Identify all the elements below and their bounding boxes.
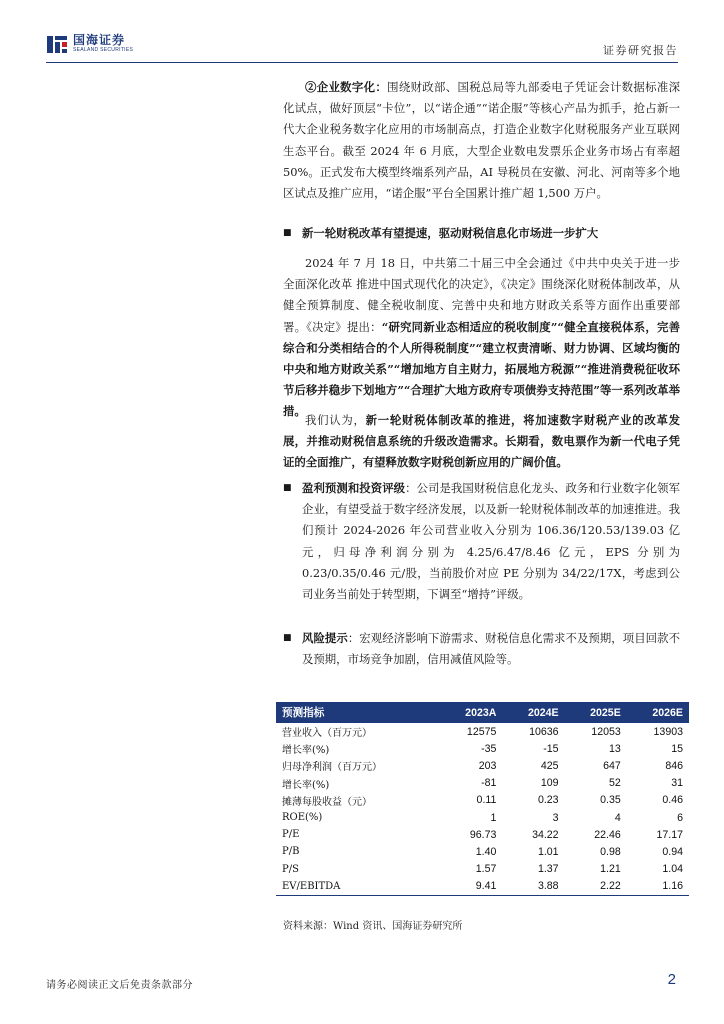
table-cell: 增长率(%): [282, 745, 330, 757]
table-cell: 34.22: [532, 828, 559, 841]
table-cell: 1.04: [662, 863, 683, 876]
table-row: [276, 809, 689, 826]
table-row: [276, 757, 689, 774]
table-row: [276, 878, 689, 896]
table-cell: 9.41: [439, 878, 502, 896]
table-source-note: 资料来源：Wind 资讯、国海证券研究所: [283, 921, 463, 932]
table-cell: P/B: [282, 846, 300, 858]
logo-mark-icon: [46, 33, 68, 55]
table-row: [276, 723, 689, 740]
table-row: [276, 775, 689, 792]
table-cell: 摊薄每股收益（元）: [282, 796, 372, 808]
page-number: 2: [667, 971, 676, 988]
square-bullet-icon: ■: [283, 483, 292, 493]
section-risk: [283, 628, 680, 670]
table-cell: 0.98: [600, 845, 621, 858]
table-cell: 15: [671, 742, 683, 755]
company-logo: [46, 30, 133, 58]
section-view: [283, 410, 680, 474]
table-cell: 0.35: [600, 794, 621, 807]
table-cell: -35: [481, 742, 497, 755]
table-cell: 1.01: [537, 845, 559, 858]
table-row: [276, 843, 689, 860]
table-header-row: [276, 702, 689, 723]
table-cell: -81: [481, 777, 497, 790]
reform-text: 2024 年 7 月 18 日，中共第二十届三中全会通过《中共中央关于进一步全面深化改革 推进中国式现代化的决定》，《决定》围绕深化财税体制改革，从健全预算制度、健全税收制度、完善中央和地方财政关系等方面作出重要部署。《决定》提出：: [283, 256, 680, 334]
section-forecast: [283, 478, 680, 605]
table-header-cell: 2026E: [627, 702, 689, 723]
table-cell: 13903: [653, 725, 683, 738]
table-cell: 0.23: [537, 794, 559, 807]
view-bold-text: 新一轮财税体制改革的推进，将加速数字财税产业的改革发展，并推动财税信息系统的升级改造需求。长期看，数电票作为新一代电子凭证的全面推广，有望释放数字财税创新应用的广阔价值。: [283, 413, 680, 470]
reform-bold-text: “研究同新业态相适应的税收制度”“健全直接税体系，完善综合和分类相结合的个人所得税制度”“建立权责清晰、财力协调、区域均衡的中央和地方财政关系”“增加地方自主财力，拓展地方税源”“推进消费税征收环节后移并稳步下划地方”“合理扩大地方政府专项债券支持范围”等一系列改革举措。: [283, 319, 680, 419]
square-bullet-icon: ■: [283, 228, 292, 238]
reform-heading: 新一轮财税改革有望提速，驱动财税信息化市场进一步扩大: [302, 226, 599, 240]
table-cell: 13: [608, 742, 621, 755]
section-reform-body: [283, 253, 680, 423]
table-cell: 增长率(%): [282, 779, 330, 791]
table-cell: 1.40: [475, 845, 497, 858]
table-row: [276, 740, 689, 757]
forecast-text: ：公司是我国财税信息化龙头、政务和行业数字化领军企业，有望受益于数字经济发展，以及新一轮财税体制改革的加速推进。我们预计 2024-2026 年公司营业收入分别为 106.36/120.53/139.03 亿元，归母净利润分别为 4.25/6.47/8.46 亿元，EPS 分别为 0.23/0.35/0.46 元/股，当前股价对应 PE 分别为 34/22/17X，考虑到公司业务当前处于转型期，下调至“增持”评级。: [302, 481, 680, 602]
logo-name-en: SEALAND SECURITIES: [73, 47, 134, 53]
table-cell: 31: [671, 777, 683, 790]
table-cell: 1.57: [475, 863, 497, 876]
table-row: [276, 792, 689, 809]
table-cell: 1.21: [600, 863, 621, 876]
forecast-table: [276, 702, 689, 896]
section-heading-reform: [283, 223, 680, 244]
table-cell: 营业收入（百万元）: [282, 728, 372, 740]
table-cell: 1.37: [537, 863, 559, 876]
table-cell: 3: [552, 811, 559, 824]
logo-name-cn: 国海证券: [73, 33, 126, 47]
table-cell: 0.46: [662, 794, 683, 807]
table-header-cell: 2024E: [502, 702, 564, 723]
page-header: [46, 30, 678, 60]
table-cell: 6: [677, 811, 683, 824]
table-cell: 1: [490, 811, 497, 824]
table-cell: EV/EBITDA: [276, 878, 439, 896]
table-cell: P/E: [282, 829, 300, 841]
table-cell: 96.73: [469, 828, 497, 841]
table-header-cell: 2025E: [565, 702, 627, 723]
table-cell: 647: [603, 759, 621, 772]
table-cell: P/S: [282, 863, 299, 875]
table-cell: 0.94: [662, 845, 683, 858]
table-cell: 0.11: [476, 794, 497, 807]
table-row: [276, 826, 689, 843]
table-cell: -15: [543, 742, 559, 755]
table-cell: 109: [540, 777, 559, 790]
risk-label: 风险提示: [302, 631, 348, 645]
table-header-cell: 2023A: [439, 702, 502, 723]
view-text: 我们认为，: [305, 413, 366, 427]
table-cell: 52: [608, 777, 621, 790]
forecast-label: 盈利预测和投资评级: [302, 481, 406, 495]
table-row: [276, 861, 689, 878]
table-cell: 归母净利润（百万元）: [282, 762, 382, 774]
table-cell: ROE(%): [282, 812, 323, 824]
table-cell: 22.46: [594, 828, 621, 841]
square-bullet-icon: ■: [283, 633, 292, 643]
table-cell: 1.16: [627, 878, 689, 896]
digital-text: 围绕财政部、国税总局等九部委电子凭证会计数据标准深化试点，做好顶层“卡位”，以“诺企通”“诺企服”等核心产品为抓手，抢占新一代大企业税务数字化应用的市场制高点，打造企业数字化财税服务产业互联网生态平台。截至 2024 年 6 月底，大型企业数电发票乐企业务市场占有率超 50%。正式发布大模型终端系列产品，AI 导税员在安徽、河北、河南等多个地区试点及推广应用，“诺企服”平台全国累计推广超 1,500 万户。: [283, 80, 680, 201]
table-cell: 17.17: [656, 828, 683, 841]
header-divider: [46, 62, 678, 63]
report-type-label: 证券研究报告: [603, 44, 678, 57]
table-cell: 10636: [529, 725, 559, 738]
table-cell: 4: [614, 811, 621, 824]
footer-disclaimer: 请务必阅读正文后免责条款部分: [46, 980, 193, 991]
table-cell: 2.22: [565, 878, 627, 896]
table-cell: 3.88: [502, 878, 564, 896]
table-cell: 425: [540, 759, 559, 772]
table-cell: 846: [665, 759, 683, 772]
table-cell: 203: [478, 759, 497, 772]
table-cell: 12575: [466, 725, 497, 738]
table-header-cell: 预测指标: [276, 702, 439, 723]
digital-label: ②企业数字化：: [305, 80, 388, 94]
section-digitalization: [283, 77, 680, 204]
risk-text: ：宏观经济影响下游需求、财税信息化需求不及预期，项目回款不及预期，市场竞争加剧，信用减值风险等。: [302, 631, 680, 667]
table-cell: 12053: [591, 725, 621, 738]
